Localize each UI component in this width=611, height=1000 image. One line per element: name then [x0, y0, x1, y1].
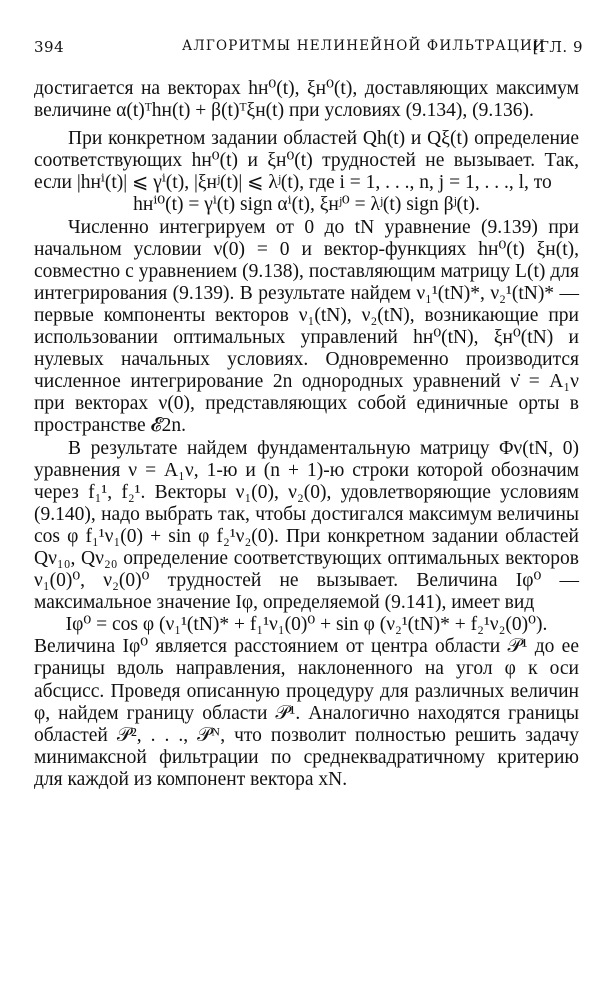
formula-i-phi: Iφ⁰ = cos φ (ν₁¹(tN)* + f₁¹ν₁(0)⁰ + sin φ (ν₂¹(tN)* + f₂¹ν₂(0)⁰).: [65, 614, 548, 636]
chapter-label: [ГЛ. 9: [532, 38, 583, 56]
running-header: [34, 38, 583, 64]
paragraph-4: В результате найдем фундаментальную матрицу Φν(tN, 0) уравнения ν = A₁ν, 1-ю и (n + 1)-ю строки которой обозначим через f₁¹, f₂¹. Векторы ν₁(0), ν₂(0), удовлетворяющие условиям (9.140), надо выбрать так, чтобы достигался максимум величины cos φ f₁¹ν₁(0) + sin φ f₂¹ν₂(0). При конкретном задании областей Qν₁₀, Qν₂₀ определение соответствующих оптимальных векторов ν₁(0)⁰, ν₂(0)⁰ трудностей не вызывает. Величина Iφ⁰ — максимальное значение Iφ, определяемой (9.141), имеет вид: [34, 437, 579, 614]
page-number: 394: [34, 38, 65, 56]
paragraph-2: При конкретном задании областей Qh(t) и Qξ(t) определение соответствующих hн⁰(t) и ξн⁰(t) трудностей не вызывает. Так, если |hнⁱ(t)| ⩽ γⁱ(t), |ξнʲ(t)| ⩽ λʲ(t), где i = 1, . . ., n, j = 1, . . ., l, то: [34, 128, 579, 194]
paragraph-5: Величина Iφ⁰ является расстоянием от центра области 𝒫¹ до ее границы вдоль направления, наклоненного на угол φ к оси абсцисс. Проведя описанную процедуру для различных величин φ, найдем границу области 𝒫¹. Аналогично находятся границы областей 𝒫², . . ., 𝒫ᴺ, что позволит полностью решить задачу минимаксной фильтрации по среднеквадратичному критерию для каждой из компонент вектора xN.: [34, 636, 579, 790]
paragraph-3: Численно интегрируем от 0 до tN уравнение (9.139) при начальном условии ν(0) = 0 и вектор-функциях hн⁰(t) ξн(t), совместно с уравнением (9.138), поставляющим матрицу L(t) для интегрирования (9.139). В результате найдем ν₁¹(tN)*, ν₂¹(tN)* — первые компоненты векторов ν₁(tN), ν₂(tN), возникающие при использовании оптимальных управлений hн⁰(tN), ξн⁰(tN) и нулевых начальных условиях. Одновременно производится численное интегрирование 2n однородных уравнений ν̇ = A₁ν при векторах ν(0), представляющих собой единичные орты в пространстве 𝓔2n.: [34, 216, 579, 437]
page-body: [34, 78, 579, 791]
formula-sign: hнⁱ⁰(t) = γⁱ(t) sign αⁱ(t), ξнʲ⁰ = λʲ(t) sign βʲ(t).: [133, 194, 480, 216]
paragraph-1: достигается на векторах hн⁰(t), ξн⁰(t), доставляющих максимум величине α(t)ᵀhн(t) + β(t)ᵀξн(t) при условиях (9.134), (9.136).: [34, 78, 579, 122]
running-title: АЛГОРИТМЫ НЕЛИНЕЙНОЙ ФИЛЬТРАЦИИ: [182, 38, 546, 54]
